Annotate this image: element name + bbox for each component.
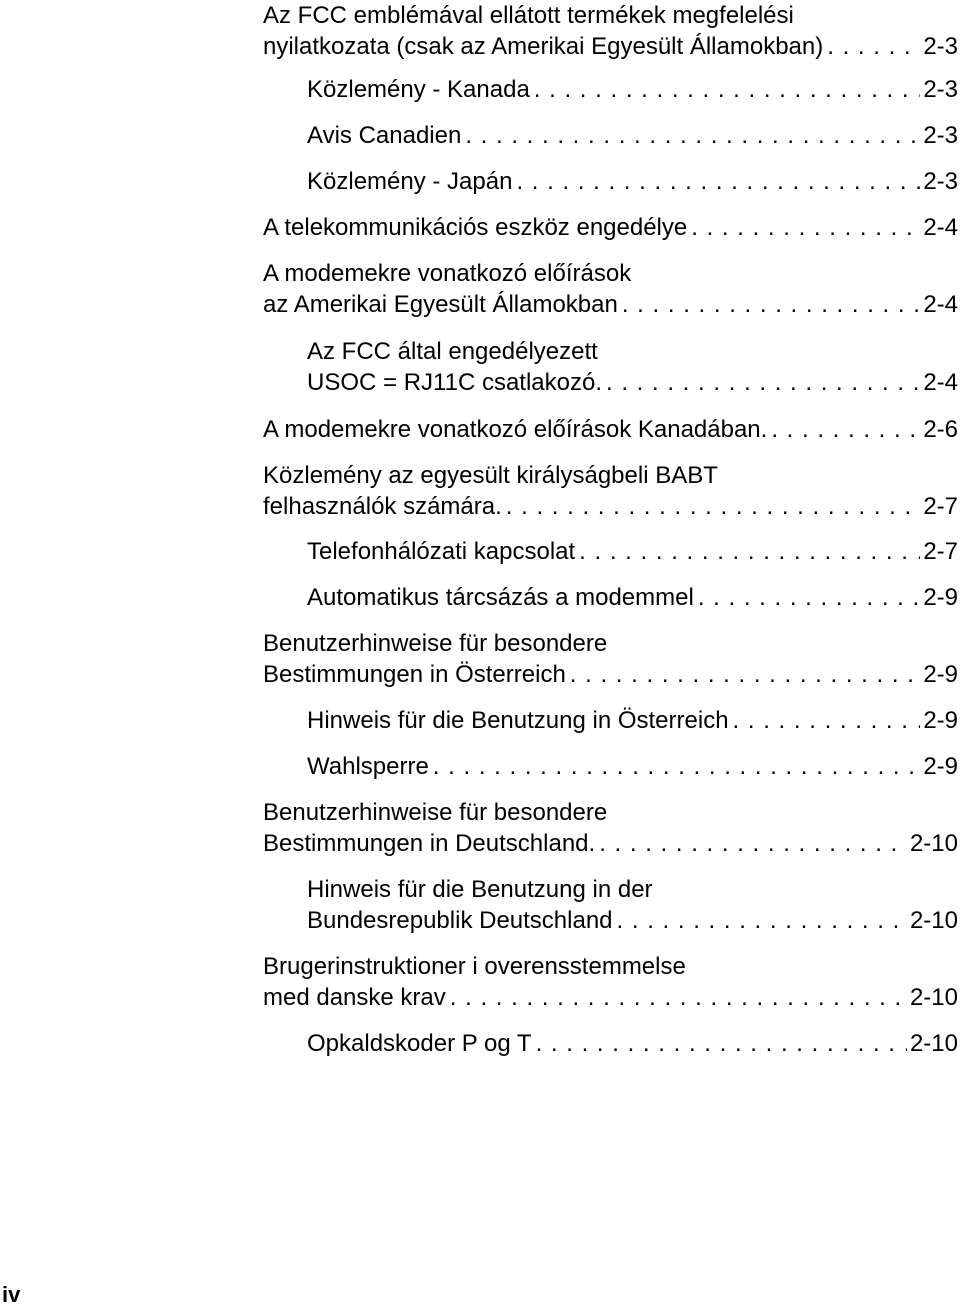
toc-entry xyxy=(307,1028,958,1059)
toc-entry-page: 2-4 xyxy=(923,214,958,241)
toc-entry-title-line: Az FCC emblémával ellátott termékek megfelelési xyxy=(263,2,794,29)
toc-entry xyxy=(307,536,958,567)
toc-entry-row xyxy=(307,905,958,936)
dot-leader xyxy=(516,166,920,197)
toc-entry-title-line: Közlemény - Kanada xyxy=(307,76,530,103)
toc-entry-row xyxy=(307,166,958,197)
dot-leader xyxy=(606,367,920,398)
toc-entry-row xyxy=(307,367,958,398)
toc-entry xyxy=(263,212,958,243)
toc-entry-title-line: Benutzerhinweise für besondere xyxy=(263,630,608,657)
toc-entry-row xyxy=(307,120,958,151)
toc-entry xyxy=(263,628,958,690)
toc-entry-row xyxy=(263,414,958,445)
page-number: iv xyxy=(2,1282,21,1307)
toc-entry xyxy=(263,951,958,1013)
toc-entry xyxy=(307,74,958,105)
toc-entry-row xyxy=(307,582,958,613)
toc-entry-title-line: Bundesrepublik Deutschland xyxy=(307,907,613,934)
toc-entry xyxy=(307,751,958,782)
toc-entry-title-line: USOC = RJ11C csatlakozó. xyxy=(307,369,602,396)
toc-entry-page: 2-10 xyxy=(909,830,958,857)
toc-entry-row xyxy=(263,212,958,243)
dot-leader xyxy=(433,751,920,782)
toc-entry-title-line: Bestimmungen in Österreich xyxy=(263,661,566,688)
toc-entry-title-line: Benutzerhinweise für besondere xyxy=(263,799,608,826)
dot-leader xyxy=(771,414,920,445)
dot-leader xyxy=(691,212,920,243)
dot-leader xyxy=(570,659,921,690)
dot-leader xyxy=(536,1028,907,1059)
toc-entry-page: 2-9 xyxy=(923,753,958,780)
toc-entry-page: 2-4 xyxy=(923,291,958,318)
dot-leader xyxy=(698,582,921,613)
toc-entry-title-line: Az FCC által engedélyezett xyxy=(307,338,598,365)
toc-entry-title-line: felhasználók számára. xyxy=(263,493,502,520)
toc-entry xyxy=(263,797,958,859)
toc-entry-title-line: Avis Canadien xyxy=(307,122,462,149)
toc-entry-row xyxy=(263,289,958,320)
toc-entry-title-line: Hinweis für die Benutzung in Österreich xyxy=(307,707,729,734)
toc-entry-row xyxy=(263,31,958,62)
toc-entry-page: 2-3 xyxy=(923,33,958,60)
toc-entry-page: 2-7 xyxy=(923,538,958,565)
toc-entry-title-line: Bestimmungen in Deutschland. xyxy=(263,830,596,857)
toc-entry-page: 2-3 xyxy=(923,76,958,103)
toc-entry xyxy=(263,0,958,62)
toc-entry-title-line: Telefonhálózati kapcsolat xyxy=(307,538,576,565)
toc-entry-page: 2-9 xyxy=(923,584,958,611)
dot-leader xyxy=(733,705,921,736)
toc-entry-page: 2-10 xyxy=(909,984,958,1011)
toc-entry xyxy=(307,874,958,936)
toc-entry-title-line: nyilatkozata (csak az Amerikai Egyesült Államokban) xyxy=(263,33,824,60)
toc-entry-page: 2-4 xyxy=(923,369,958,396)
toc-entry-row xyxy=(263,491,958,522)
toc-entry xyxy=(307,705,958,736)
toc-entry-row xyxy=(307,1028,958,1059)
dot-leader xyxy=(827,31,920,62)
toc-entry-title-line: Brugerinstruktioner i overensstemmelse xyxy=(263,953,686,980)
toc-entry xyxy=(263,258,958,320)
toc-entry-row xyxy=(263,982,958,1013)
dot-leader xyxy=(506,491,921,522)
dot-leader xyxy=(450,982,907,1013)
toc-entry-row xyxy=(307,705,958,736)
toc-entry xyxy=(263,414,958,445)
toc-entry-page: 2-10 xyxy=(909,1030,958,1057)
toc-entry-title-line: A modemekre vonatkozó előírások xyxy=(263,260,632,287)
toc-entry-row xyxy=(307,536,958,567)
toc-entry xyxy=(307,582,958,613)
toc-entry-title-line: A modemekre vonatkozó előírások Kanadában. xyxy=(263,416,768,443)
toc-entry-page: 2-7 xyxy=(923,493,958,520)
toc-entry-title-line: Opkaldskoder P og T xyxy=(307,1030,532,1057)
toc-entry-title-line: med danske krav xyxy=(263,984,446,1011)
toc-entry-row xyxy=(263,828,958,859)
toc-entry-title-line: Automatikus tárcsázás a modemmel xyxy=(307,584,694,611)
toc-entry-page: 2-9 xyxy=(923,707,958,734)
toc-entry xyxy=(307,336,958,398)
toc-entry-title-line: Hinweis für die Benutzung in der xyxy=(307,876,653,903)
toc-entry-title-line: az Amerikai Egyesült Államokban xyxy=(263,291,618,318)
dot-leader xyxy=(465,120,920,151)
toc-entry-page: 2-10 xyxy=(909,907,958,934)
toc-entry-title-line: Wahlsperre xyxy=(307,753,429,780)
toc-entry xyxy=(263,460,958,522)
toc-entry-page: 2-9 xyxy=(923,661,958,688)
dot-leader xyxy=(579,536,920,567)
toc-entry-row xyxy=(263,659,958,690)
toc-entry xyxy=(307,166,958,197)
dot-leader xyxy=(622,289,920,320)
toc-entry-row xyxy=(307,74,958,105)
toc-entry xyxy=(307,120,958,151)
dot-leader xyxy=(534,74,921,105)
dot-leader xyxy=(599,828,907,859)
toc-entry-row xyxy=(307,751,958,782)
toc-entry-page: 2-3 xyxy=(923,122,958,149)
toc-entry-title-line: Közlemény az egyesült királyságbeli BABT xyxy=(263,462,718,489)
toc-entry-page: 2-3 xyxy=(923,168,958,195)
dot-leader xyxy=(617,905,907,936)
toc-entry-page: 2-6 xyxy=(923,416,958,443)
toc-entry-title-line: Közlemény - Japán xyxy=(307,168,513,195)
toc-entry-title-line: A telekommunikációs eszköz engedélye xyxy=(263,214,688,241)
